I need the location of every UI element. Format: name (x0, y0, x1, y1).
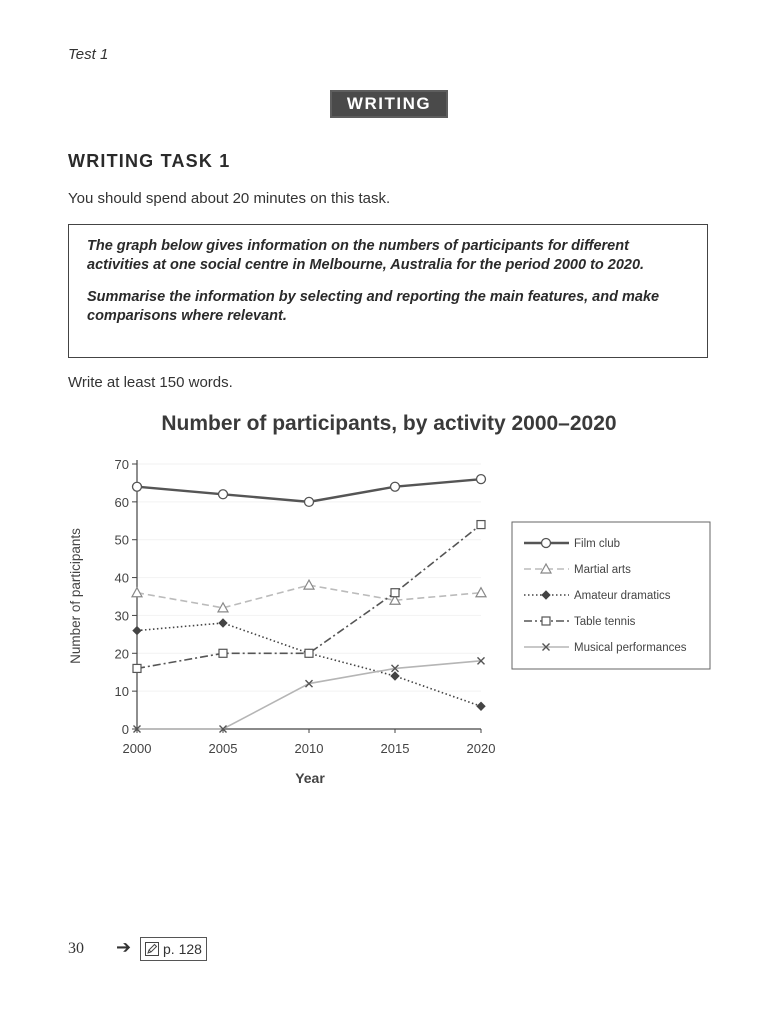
x-tick-label: 2015 (380, 741, 410, 756)
data-point-martial-arts (476, 588, 486, 597)
chart-title: Number of participants, by activity 2000–2020 (161, 412, 617, 435)
x-tick-label: 2010 (294, 741, 324, 756)
y-tick-label: 10 (114, 684, 129, 700)
reference-page: p. 128 (163, 941, 202, 957)
data-point-film-club (391, 482, 400, 491)
data-point-film-club (477, 475, 486, 484)
y-tick-label: 40 (114, 570, 129, 586)
test-label: Test 1 (68, 46, 109, 63)
x-axis-title: Year (295, 770, 325, 786)
data-point-table-tennis (219, 649, 227, 657)
pencil-icon (145, 942, 159, 956)
answer-reference (140, 937, 207, 961)
legend-marker-table-tennis (542, 617, 550, 625)
y-tick-label: 50 (114, 532, 129, 548)
y-tick-label: 30 (114, 608, 129, 624)
y-tick-label: 70 (114, 457, 129, 472)
legend-label: Table tennis (574, 616, 636, 628)
data-point-table-tennis (305, 649, 313, 657)
prompt-box (68, 224, 708, 358)
data-point-film-club (305, 497, 314, 506)
y-axis-title: Number of participants (68, 528, 83, 664)
data-point-amateur-dramatics (477, 702, 485, 710)
data-point-film-club (133, 482, 142, 491)
y-tick-label: 60 (114, 494, 129, 510)
prompt-instruction: Summarise the information by selecting and reporting the main features, and make comparisons where relevant. (87, 289, 660, 324)
data-point-amateur-dramatics (133, 627, 141, 635)
prompt-description: The graph below gives information on the numbers of participants for different activities at one social centre in Melbourne, Australia for the period 2000 to 2020. (87, 238, 645, 273)
arrow-right-icon: ➔ (116, 937, 132, 957)
x-tick-label: 2005 (208, 741, 238, 756)
legend-label: Martial arts (574, 564, 631, 576)
legend-label: Amateur dramatics (574, 590, 671, 602)
data-point-amateur-dramatics (391, 672, 399, 680)
y-tick-label: 0 (121, 722, 129, 737)
time-instruction: You should spend about 20 minutes on this task. (68, 190, 391, 207)
data-point-table-tennis (391, 589, 399, 597)
x-tick-label: 2020 (466, 741, 496, 756)
data-point-amateur-dramatics (219, 619, 227, 627)
legend-label: Musical performances (574, 642, 687, 654)
page-number: 30 (68, 940, 84, 957)
data-point-film-club (219, 490, 228, 499)
x-tick-label: 2000 (122, 741, 152, 756)
data-point-martial-arts (132, 588, 142, 597)
data-point-table-tennis (477, 521, 485, 529)
legend-label: Film club (574, 538, 621, 550)
task-title: WRITING TASK 1 (68, 151, 231, 171)
y-tick-label: 20 (114, 646, 129, 662)
legend-marker-film-club (542, 539, 551, 548)
word-limit: Write at least 150 words. (68, 374, 233, 391)
data-point-table-tennis (133, 664, 141, 672)
line-chart (0, 440, 768, 800)
section-badge: WRITING (330, 90, 448, 118)
data-point-martial-arts (304, 580, 314, 589)
series-line-musical-performances (137, 661, 481, 729)
